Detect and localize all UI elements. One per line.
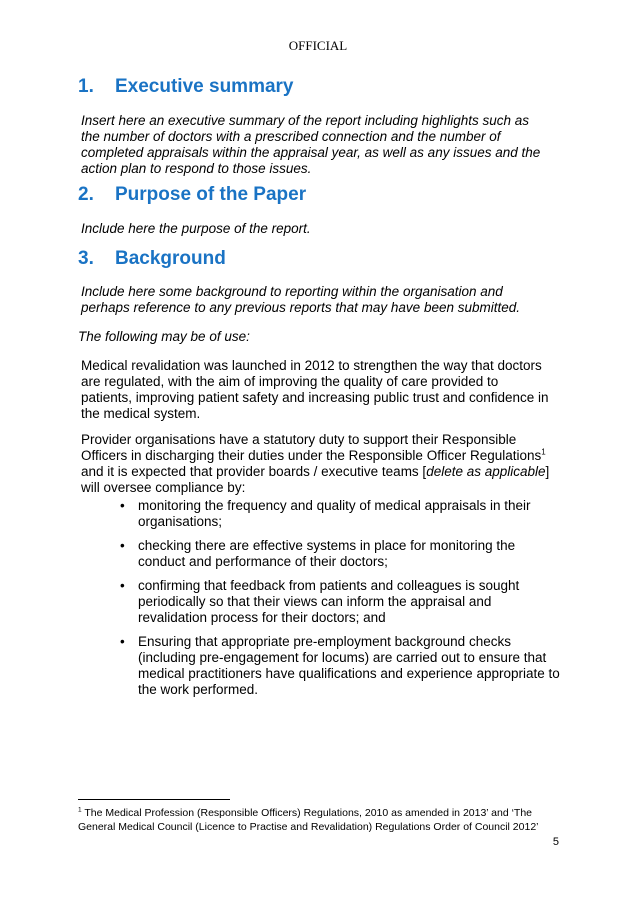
background-text: Include here some background to reporting within the organisation and perhaps reference to any previous reports that may have been submitted. <box>81 284 521 315</box>
section-title: Background <box>115 248 226 269</box>
footnote <box>78 806 568 834</box>
section-number: 3. <box>78 248 94 269</box>
section-heading-background <box>78 248 226 270</box>
executive-summary-text: Insert here an executive summary of the report including highlights such as the number of doctors with a prescribed connection and the number of completed appraisals within the appraisal year, as well as any issues and the action plan to respond to those issues. <box>81 113 541 176</box>
page-number: 5 <box>552 836 559 848</box>
compliance-bullet-list <box>120 498 560 706</box>
list-item <box>120 538 560 570</box>
revalidation-paragraph: Medical revalidation was launched in 2012 to strengthen the way that doctors are regulated, with the aim of improving the quality of care provided to patients, improving patient safety and increasing public trust and confidence in the medical system. <box>81 358 549 421</box>
bullet-icon: • <box>120 538 125 553</box>
list-item <box>120 498 560 530</box>
list-item-text: confirming that feedback from patients and colleagues is sought periodically so that their views can inform the appraisal and revalidation process for their doctors; and <box>138 578 520 625</box>
paragraph-text: Provider organisations have a statutory duty to support their Responsible Officers in discharging their duties under the Responsible Officer Regulations <box>81 432 542 463</box>
footnote-reference: 1 <box>541 447 546 457</box>
list-item <box>120 578 560 626</box>
footnote-separator <box>78 799 230 800</box>
list-item-text: monitoring the frequency and quality of medical appraisals in their organisations; <box>138 498 531 529</box>
paragraph-italic-text: delete as applicable <box>426 464 546 479</box>
paragraph-text: and it is expected that provider boards / executive teams [ <box>81 464 427 479</box>
following-intro: The following may be of use: <box>78 329 250 344</box>
section-number: 2. <box>78 184 94 205</box>
section-number: 1. <box>78 76 94 97</box>
list-item <box>120 634 560 698</box>
bullet-icon: • <box>120 578 125 593</box>
paragraph-text: ] will oversee compliance by: <box>81 464 550 495</box>
footnote-text: The Medical Profession (Responsible Officers) Regulations, 2010 as amended in 2013’ and ‘The General Medical Council (Licence to Practise and Revalidation) Regulations Order of Council 2012’ <box>78 807 539 833</box>
bullet-icon: • <box>120 634 125 649</box>
section-title: Executive summary <box>115 76 294 97</box>
section-heading-executive-summary <box>78 76 294 98</box>
purpose-text: Include here the purpose of the report. <box>81 221 311 236</box>
provider-duty-paragraph <box>81 432 561 496</box>
footnote-marker: 1 <box>78 806 82 814</box>
classification-header: OFFICIAL <box>288 38 348 53</box>
list-item-text: Ensuring that appropriate pre-employment background checks (including pre-engagement for locums) are carried out to ensure that medical practitioners have qualifications and experience appropriate to the work performed. <box>138 634 560 697</box>
section-title: Purpose of the Paper <box>115 184 307 205</box>
bullet-icon: • <box>120 498 125 513</box>
list-item-text: checking there are effective systems in place for monitoring the conduct and performance of their doctors; <box>138 538 516 569</box>
section-heading-purpose <box>78 184 306 206</box>
